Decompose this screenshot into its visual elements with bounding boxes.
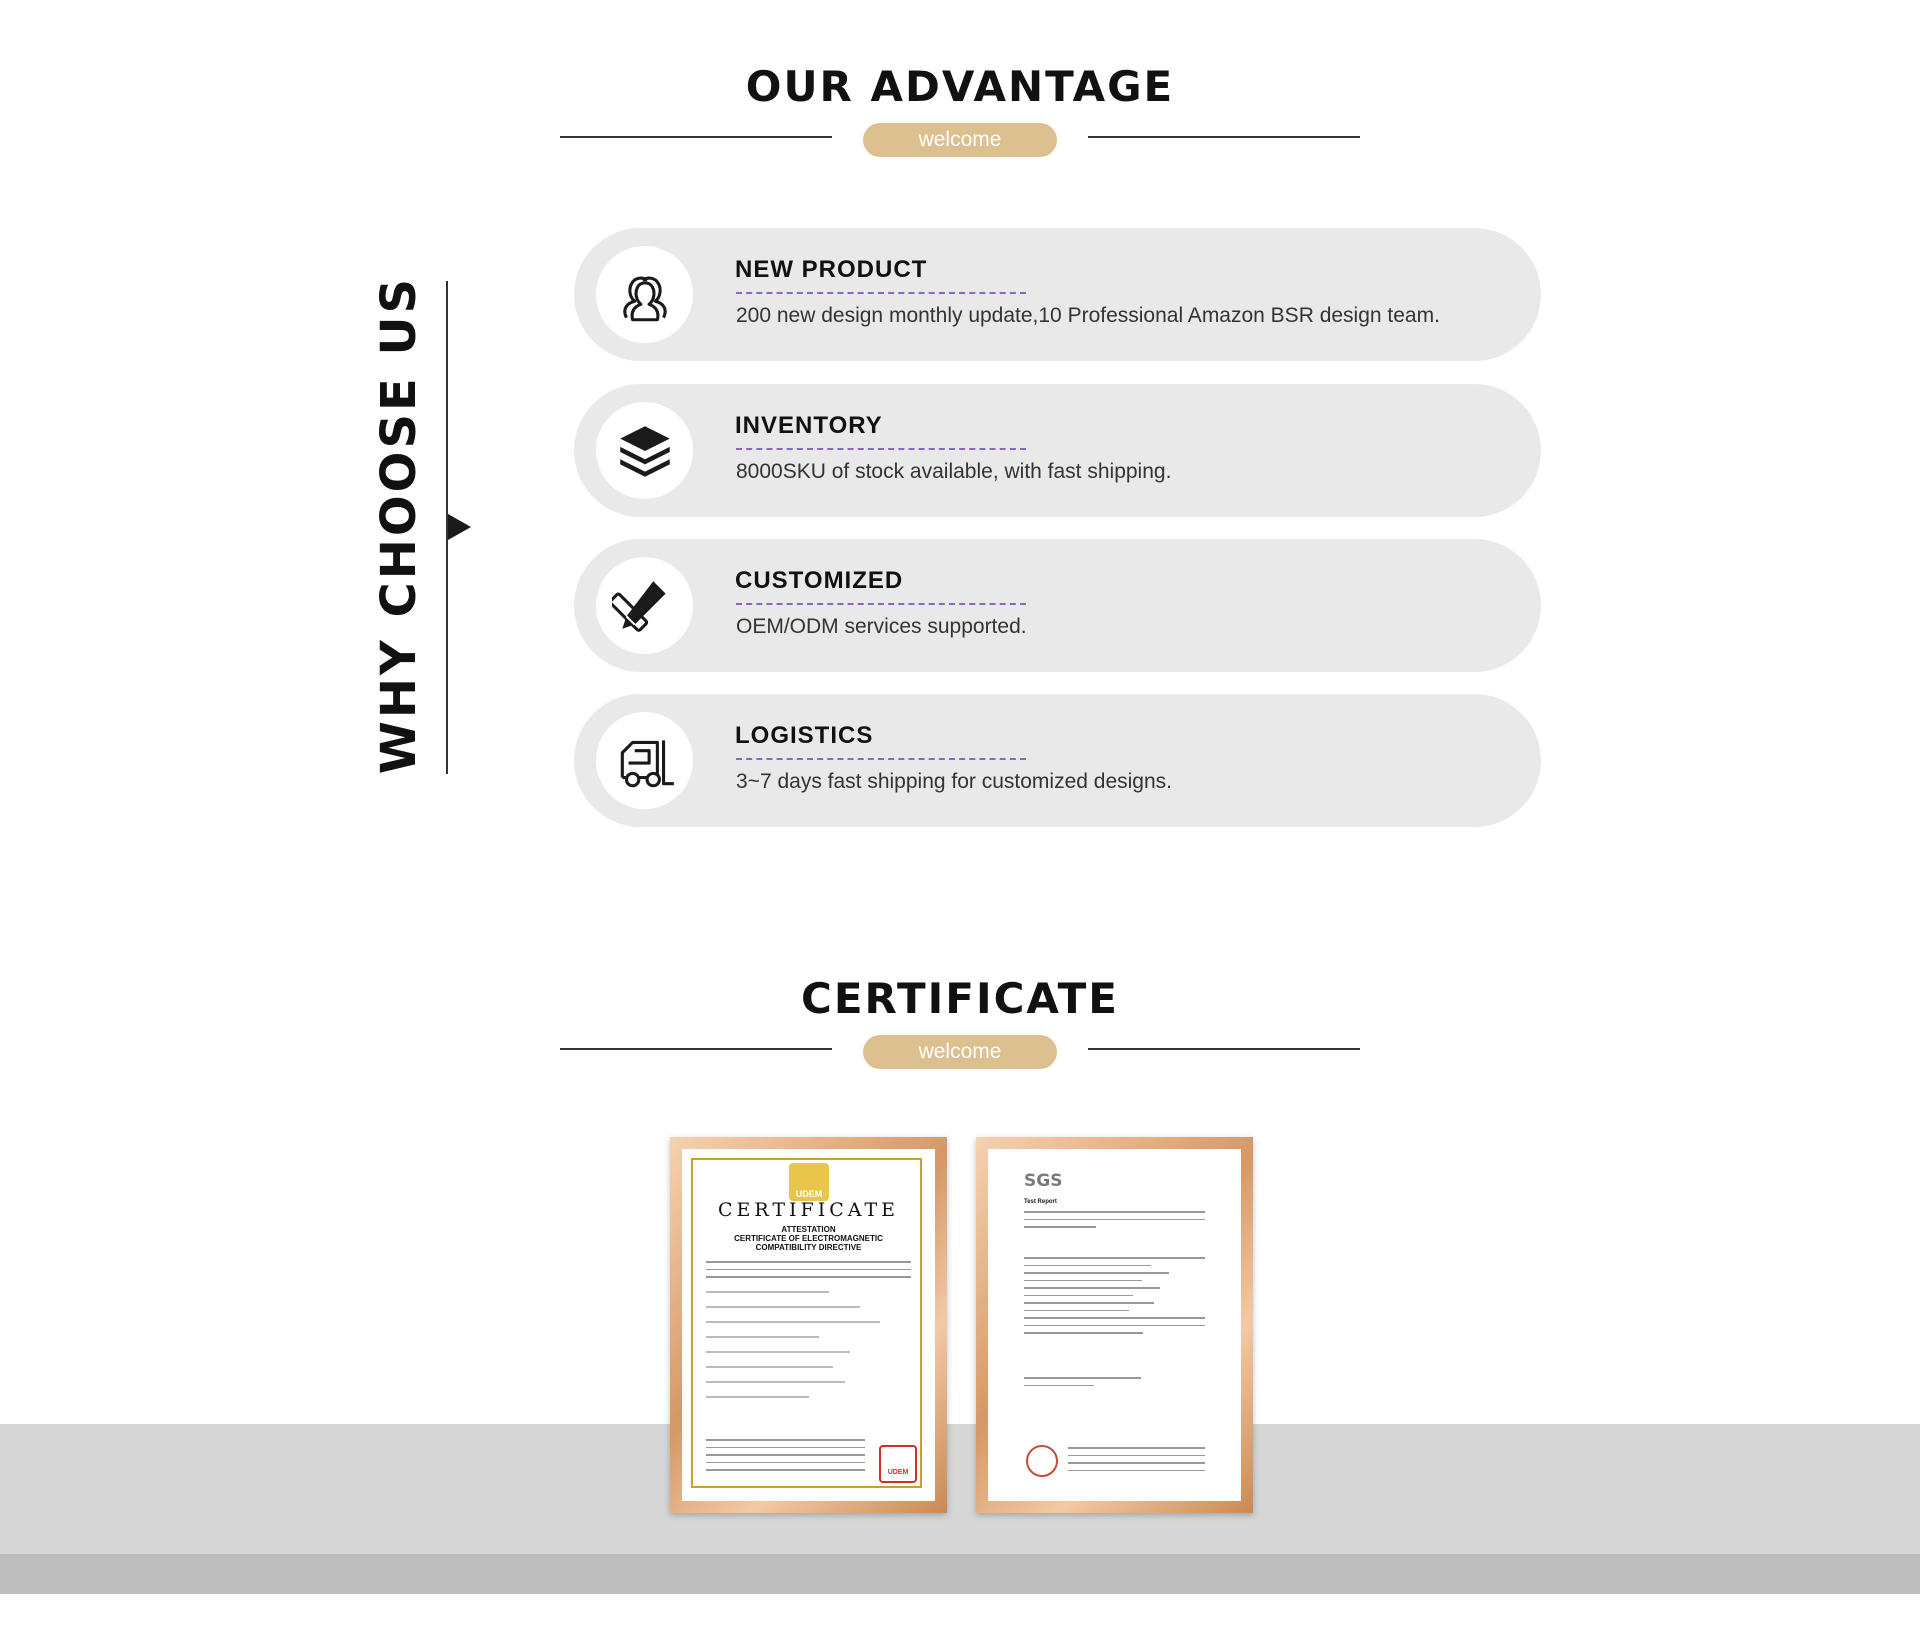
advantage-welcome-badge: welcome	[863, 123, 1057, 157]
feature-icon-holder	[596, 557, 693, 654]
certificate-footer-lines	[706, 1439, 865, 1477]
advantage-title: OUR ADVANTAGE	[745, 62, 1175, 111]
feature-description: 8000SKU of stock available, with fast shipping.	[736, 460, 1172, 483]
certificate-frame-sgs[interactable]	[976, 1137, 1253, 1513]
certificate-rule-right	[1088, 1048, 1360, 1050]
sgs-body-lines	[1024, 1257, 1205, 1340]
why-choose-us-label: WHY CHOOSE US	[371, 275, 427, 775]
feature-icon-holder	[596, 246, 693, 343]
feature-dash-divider	[736, 292, 1026, 294]
certificate-rule-left	[560, 1048, 832, 1050]
feature-card-inventory	[574, 384, 1541, 517]
sgs-header-lines	[1024, 1211, 1205, 1234]
stacked-layers-icon	[612, 418, 678, 484]
sgs-footer-lines	[1068, 1447, 1205, 1477]
feature-dash-divider	[736, 603, 1026, 605]
feature-description: OEM/ODM services supported.	[736, 615, 1027, 638]
sgs-signature-lines	[1024, 1377, 1141, 1392]
certificate-heading: CERTIFICATE	[717, 1199, 899, 1221]
feature-description: 200 new design monthly update,10 Professional Amazon BSR design team.	[736, 304, 1440, 327]
feature-card-customized	[574, 539, 1541, 672]
certificate-intro-lines	[706, 1261, 911, 1284]
users-icon	[612, 262, 678, 328]
pencil-ruler-icon	[612, 573, 678, 639]
feature-dash-divider	[736, 758, 1026, 760]
feature-dash-divider	[736, 448, 1026, 450]
udem-stamp-icon: UDEM	[879, 1445, 917, 1483]
certificate-band-light	[0, 1424, 1920, 1554]
feature-description: 3~7 days fast shipping for customized designs.	[736, 770, 1172, 793]
certificate-paper	[682, 1149, 935, 1501]
sgs-report-heading: Test Report	[1024, 1199, 1057, 1205]
sgs-logo-icon: SGS	[1024, 1171, 1063, 1191]
feature-icon-holder	[596, 402, 693, 499]
feature-card-new-product	[574, 228, 1541, 361]
udem-logo-icon: UDEM	[789, 1163, 829, 1201]
feature-title: NEW PRODUCT	[735, 256, 928, 283]
feature-card-logistics	[574, 694, 1541, 827]
feature-title: LOGISTICS	[735, 722, 874, 749]
certificate-subheading: ATTESTATION CERTIFICATE OF ELECTROMAGNETIC COMPATIBILITY DIRECTIVE	[734, 1225, 883, 1252]
certificate-welcome-badge: welcome	[863, 1035, 1057, 1069]
certificate-field-lines	[706, 1291, 911, 1411]
sgs-stamp-icon	[1026, 1445, 1058, 1477]
feature-title: CUSTOMIZED	[735, 567, 904, 594]
pointer-arrow-icon	[448, 514, 471, 540]
feature-icon-holder	[596, 712, 693, 809]
certificate-title: CERTIFICATE	[801, 974, 1119, 1023]
forklift-icon	[612, 728, 678, 794]
advantage-rule-left	[560, 136, 832, 138]
certificate-band-dark	[0, 1554, 1920, 1594]
feature-title: INVENTORY	[735, 412, 883, 439]
certificate-paper	[988, 1149, 1241, 1501]
certificate-frame-udem[interactable]	[670, 1137, 947, 1513]
advantage-rule-right	[1088, 136, 1360, 138]
